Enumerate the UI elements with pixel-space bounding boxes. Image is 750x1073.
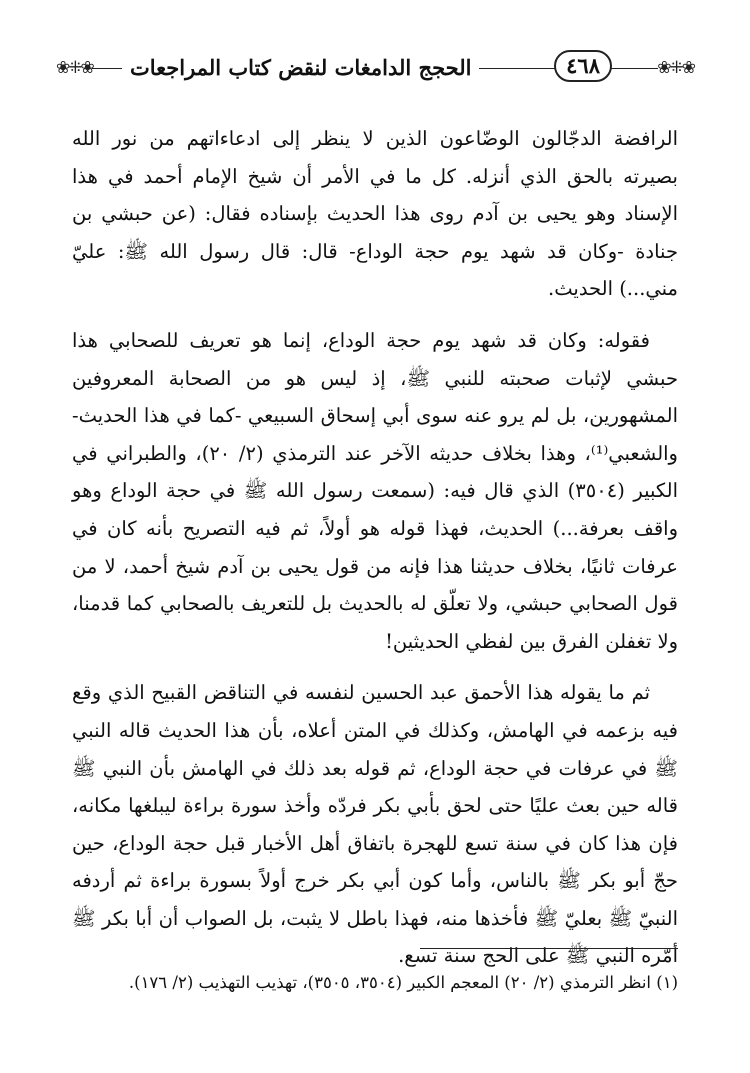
footnote: (١) انظر الترمذي (٢/ ٢٠) المعجم الكبير (٣٥٠٤، ٣٥٠٥)، تهذيب التهذيب (٢/ ١٧٦). <box>128 973 678 992</box>
paragraph: ثم ما يقوله هذا الأحمق عبد الحسين لنفسه في التناقض القبيح الذي وقع فيه بزعمه في الهامش، وكذلك في المتن أعلاه، بأن هذا الحديث قاله النبي ﷺ في عرفات في حجة الوداع، ثم قوله بعد ذلك في الهامش بأن النبي ﷺ قاله حين بعث عليًا حتى لحق بأبي بكر فردّه وأخذ سورة براءة ليبلغها مكانه، فإن هذا كان في سنة تسع للهجرة باتفاق أهل الأخبار قبل حجة الوداع، حين حجّ أبو بكر ﷺ بالناس، وأما كون أبي بكر خرج أولاً بسورة براءة ثم أردفه النبيّ ﷺ بعليّ ﷺ فأخذها منه، فهذا باطل لا يثبت، بل الصواب أن أبا بكر ﷺ أمّره النبي ﷺ على الحج سنة تسع. <box>72 681 678 968</box>
page-header <box>52 48 698 92</box>
page-number: ٤٦٨ <box>554 50 612 82</box>
ornament-icon: ❀⁜❀ <box>657 58 694 78</box>
footnote-separator <box>420 948 678 949</box>
main-text <box>72 120 678 975</box>
paragraph: الرافضة الدجّالون الوضّاعون الذين لا ينظر إلى ادعاءاتهم من نور الله بصيرته بالحق الذي أنزله. كل ما في الأمر أن شيخ الإمام أحمد في هذا الإسناد وهو يحيى بن آدم روى هذا الحديث بإسناده فقال: (عن حبشي بن جنادة -وكان قد شهد يوم حجة الوداع- قال: قال رسول الله ﷺ: عليّ مني...) الحديث. <box>72 127 678 301</box>
running-title: الحجج الدامغات لنقض كتاب المراجعات <box>122 56 479 80</box>
paragraph: فقوله: وكان قد شهد يوم حجة الوداع، إنما هو تعريف للصحابي هذا حبشي لإثبات صحبته للنبي ﷺ، إذ ليس هو من الصحابة المعروفين المشهورين، بل لم يرو عنه سوى أبي إسحاق السبيعي -كما في هذا الحديث- والشعبي⁽¹⁾، وهذا بخلاف حديثه الآخر عند الترمذي (٢/ ٢٠)، والطبراني في الكبير (٣٥٠٤) الذي قال فيه: (سمعت رسول الله ﷺ في حجة الوداع وهو واقف بعرفة...) الحديث، فهذا قوله هو أولاً، ثم فيه التصريح بأنه كان في عرفات ثانيًا، بخلاف حديثنا هذا فإنه من قول يحيى بن آدم شيخ أحمد، لا من قول الصحابي حبشي، ولا تعلّق له بالحديث بل للتعريف بالصحابي كما قدمنا، ولا تغفلن الفرق بين لفظي الحديثين! <box>72 328 678 653</box>
ornament-icon: ❀⁜❀ <box>56 58 93 78</box>
